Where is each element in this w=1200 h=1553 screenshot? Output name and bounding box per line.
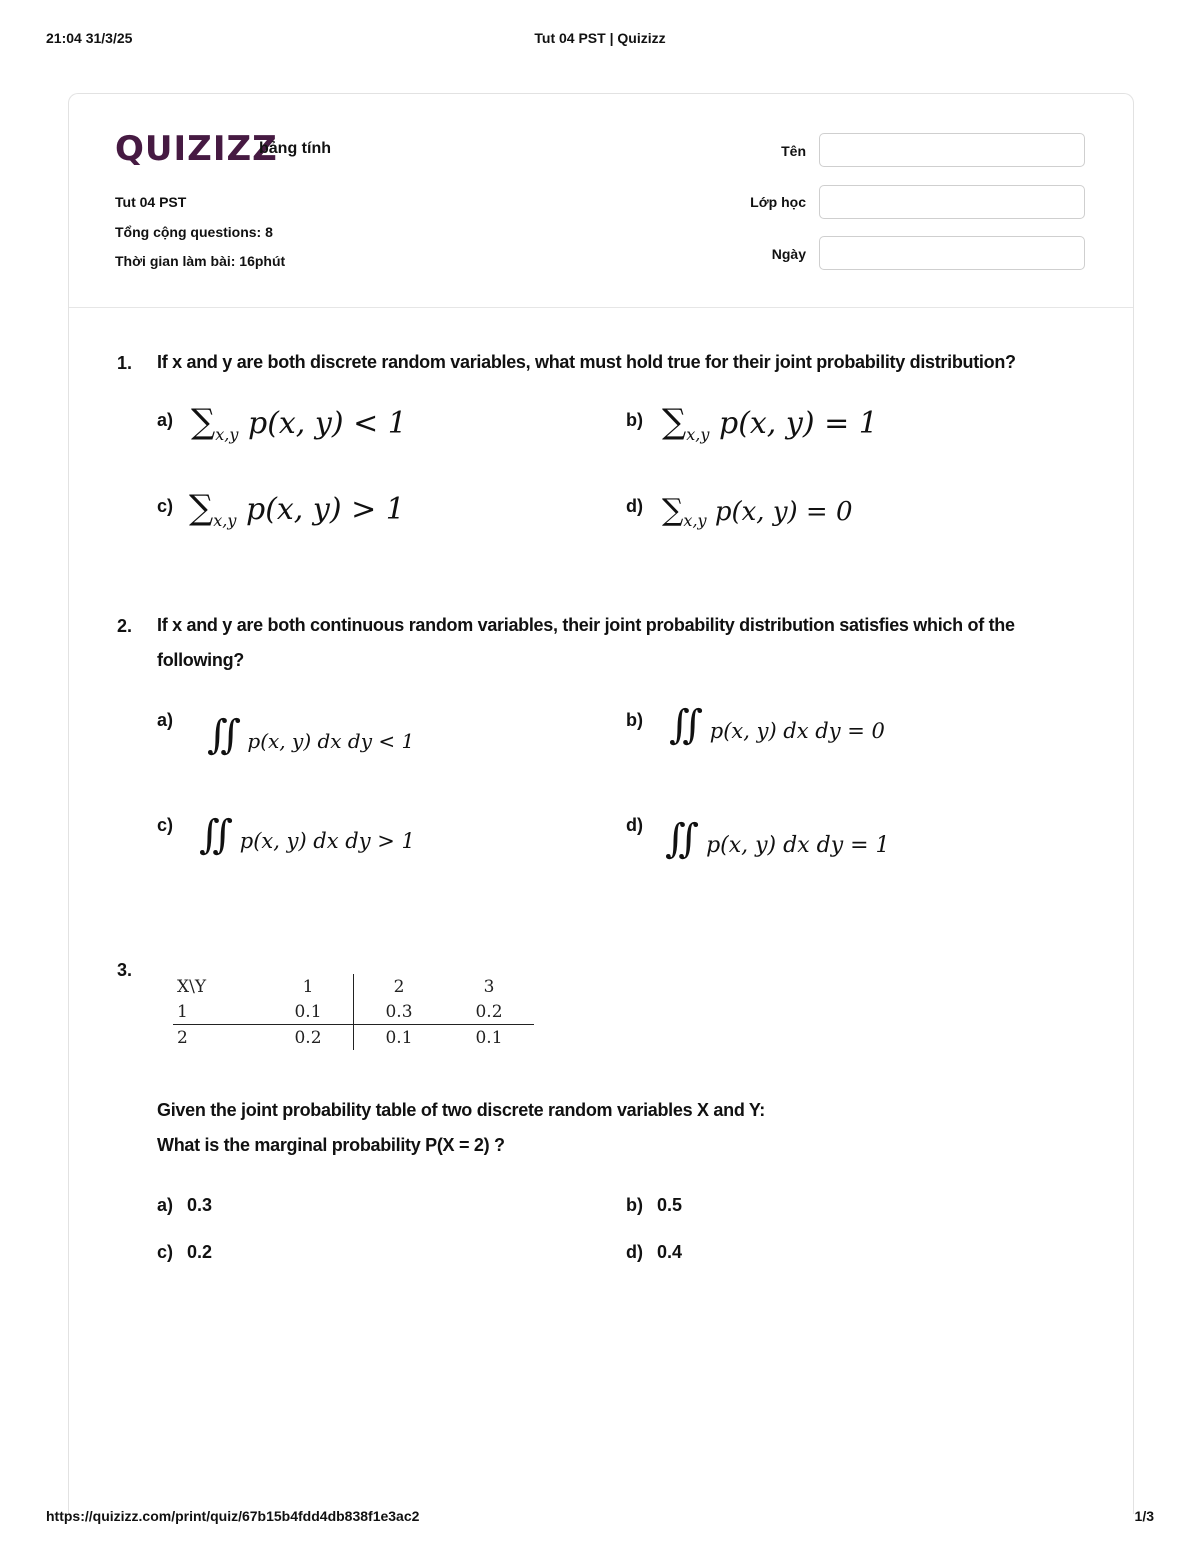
name-field-label: Tên (781, 143, 806, 159)
option-label: c) (157, 496, 174, 516)
option-expression: ∬ p(x, y) dx dy > 1 (199, 812, 415, 858)
option-value: 0.5 (657, 1195, 683, 1215)
print-datetime: 21:04 31/3/25 (46, 30, 133, 46)
option-expression: ∬ p(x, y) dx dy = 0 (669, 702, 885, 748)
option-value: 0.2 (187, 1242, 213, 1262)
option-label: a) (157, 710, 174, 730)
question-text: What is the marginal probability P(X = 2) ? (157, 1135, 505, 1155)
table-cell: 2 (177, 1027, 188, 1048)
name-field[interactable] (819, 133, 1085, 167)
table-cell: 0.3 (354, 999, 445, 1025)
option-label: d) (626, 496, 643, 516)
option-expression: $\sum_{x,y}$ p(x, y) = 1 (662, 402, 878, 444)
option-label: b) (626, 1195, 643, 1215)
table-cell: 1 (173, 999, 263, 1025)
time-limit: Thời gian làm bài: 16phút (115, 253, 286, 269)
print-title: Tut 04 PST | Quizizz (534, 30, 666, 46)
question-text: If x and y are both discrete random variables, what must hold true for their joint probability distribution? (157, 352, 1016, 372)
worksheet-type-label: bảng tính (259, 140, 331, 157)
option-value: 0.3 (187, 1195, 213, 1215)
date-field-label: Ngày (771, 246, 806, 262)
table-cell: X\Y (177, 976, 207, 997)
question-number: 1. (117, 353, 133, 373)
page-number: 1/3 (1134, 1508, 1154, 1524)
question-text: Given the joint probability table of two discrete random variables X and Y: (157, 1100, 765, 1120)
table-cell: 1 (263, 974, 354, 999)
print-header (46, 30, 1154, 50)
table-cell: 0.1 (263, 999, 354, 1025)
total-questions: Tổng cộng questions: 8 (115, 224, 273, 240)
worksheet-card (68, 93, 1134, 1514)
option-label: d) (626, 815, 643, 835)
question-number: 2. (117, 616, 133, 636)
option-label: a) (157, 410, 174, 430)
worksheet-name: Tut 04 PST (115, 194, 187, 210)
date-field[interactable] (819, 236, 1085, 270)
class-field[interactable] (819, 185, 1085, 219)
option-expression: $\sum_{x,y}$ p(x, y) > 1 (189, 488, 405, 530)
joint-probability-table (173, 974, 534, 1050)
table-row (173, 1025, 534, 1051)
option-label: d) (626, 1242, 643, 1262)
table-cell: 3 (483, 976, 495, 997)
class-field-label: Lớp học (750, 194, 806, 210)
option-expression: $\sum_{x,y}$ p(x, y) = 0 (662, 493, 853, 531)
option-expression: $\sum_{x,y}$ p(x, y) < 1 (191, 402, 407, 444)
quizizz-logo: QUIZIZZ (115, 129, 278, 169)
question-text: If x and y are both continuous random variables, their joint probability distribution satisfies which of the following? (157, 615, 1015, 670)
option-expression: ∬ p(x, y) dx dy < 1 (207, 712, 415, 758)
table-cell: 2 (393, 976, 405, 997)
table-cell: 0.2 (263, 1025, 354, 1051)
question-number: 3. (117, 960, 133, 980)
print-footer (46, 1508, 1154, 1528)
print-url: https://quizizz.com/print/quiz/67b15b4fdd4db838f1e3ac2 (46, 1508, 420, 1524)
option-label: c) (157, 1242, 174, 1262)
table-cell: 0.2 (444, 999, 534, 1025)
option-expression: ∬ p(x, y) dx dy = 1 (665, 816, 890, 862)
option-label: a) (157, 1195, 174, 1215)
option-value: 0.4 (657, 1242, 683, 1262)
table-header-row (173, 974, 534, 999)
table-row (173, 999, 534, 1025)
option-label: b) (626, 710, 643, 730)
option-label: b) (626, 410, 643, 430)
worksheet-header (69, 94, 1133, 308)
option-label: c) (157, 815, 174, 835)
table-cell: 0.1 (475, 1027, 503, 1048)
table-cell: 0.1 (385, 1027, 413, 1048)
